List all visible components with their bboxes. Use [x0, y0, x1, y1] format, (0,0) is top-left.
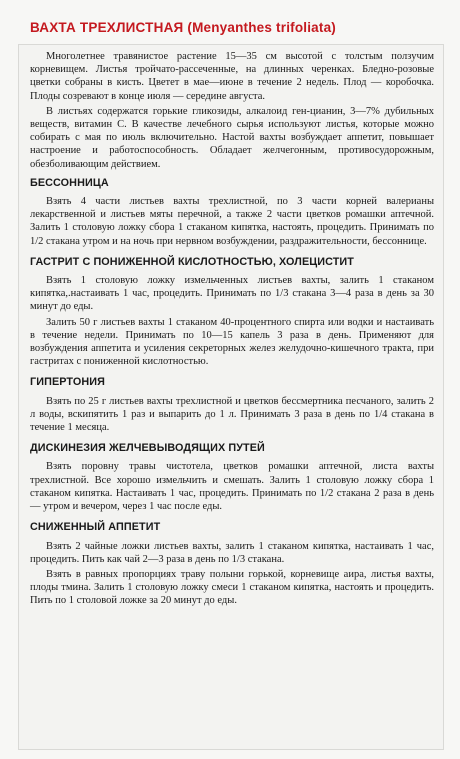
section-paragraph: Взять 4 части листьев вахты трехлистной, по 3 части корней валерианы лекарственной и листьев мяты перечной, а также 2 части цветков ромашки аптечной. Залить 1 столовую ложку сбора 1 стаканом кипятка, настоять, процедить. Принимать по 1/2 стакана утром и на ночь при нервном возбуждении, раздражительности, бессоннице. [30, 196, 434, 247]
section-paragraph: Взять в равных пропорциях траву полыни горькой, корневище аира, листья вахты, плоды тмина. Залить 1 столовую ложку смеси 1 стаканом кипятка, настоять и процедить. Пить по 1 столовой ложке за 20 минут до еды. [30, 568, 434, 607]
intro-paragraph: Многолетнее травянистое растение 15—35 см высотой с толстым ползучим корневищем. Листья тройчато-рассеченные, на длинных черенках. Бледно-розовые цветки собраны в кисть. Цветет в мае—июне в течение 2 недель. Плод — коробочка. Плоды созревают в конце июля — середине августа. [30, 51, 434, 102]
section-paragraph: Взять 2 чайные ложки листьев вахты, залить 1 стаканом кипятка, настаивать 1 час, процедить. Пить как чай 2—3 раза в день по 1/3 стакана. [30, 540, 434, 565]
section-paragraph: Взять 1 столовую ложку измельченных листьев вахты, залить 1 стаканом кипятка,.настаивать 1 час, процедить. Принимать по 1/3 стакана 3—4 раза в день за 30 минут до еды. [30, 275, 434, 313]
section-heading-dyskinesia: ДИСКИНЕЗИЯ ЖЕЛЧЕВЫВОДЯЩИХ ПУТЕЙ [30, 442, 265, 455]
section-heading-insomnia: БЕССОННИЦА [30, 176, 109, 189]
intro-paragraph: В листьях содержатся горькие гликозиды, алкалоид ген-цианин, 3—7% дубильных веществ, витамин С. В качестве лечебного сырья используют листья, которые можно собирать с мая по июль включительно. Настой вахты возбуждает аппетит, повышает настроение и работоспособность. Обладает желчегонным, противосудорожным, обезболивающим действием. [30, 105, 434, 170]
page-title: ВАХТА ТРЕХЛИСТНАЯ (Menyanthes trifoliata) [30, 20, 336, 35]
section-paragraph: Взять поровну травы чистотела, цветков ромашки аптечной, листа вахты трехлистной. Все хорошо измельчить и смешать. Залить 1 столовую ложку сбора 1 стаканом кипятка. Настаивать 1 час, процедить. Принимать по 1/2 стакана 2 раза в день — утром и вечером, через 1 час после еды. [30, 461, 434, 513]
section-paragraph: Взять по 25 г листьев вахты трехлистной и цветков бессмертника песчаного, залить 2 л воды, вскипятить 1 раз и выпарить до 1 л. Принимать 3 раза в день по 1/4 стакана в течение 1 месяца. [30, 395, 434, 434]
section-heading-appetite: СНИЖЕННЫЙ АППЕТИТ [30, 521, 161, 534]
section-heading-gastritis: ГАСТРИТ С ПОНИЖЕННОЙ КИСЛОТНОСТЬЮ, ХОЛЕЦИСТИТ [30, 255, 354, 268]
section-paragraph: Залить 50 г листьев вахты 1 стаканом 40-процентного спирта или водки и настаивать в течение недели. Принимать по 10—15 капель 3 раза в день. Применяют для возбуждения аппетита и усиления секреторных желез желудочно-кишечного тракта, при гастритах с пониженной кислотностью. [30, 316, 434, 368]
article-body [30, 50, 434, 610]
section-heading-hypertension: ГИПЕРТОНИЯ [30, 376, 105, 389]
